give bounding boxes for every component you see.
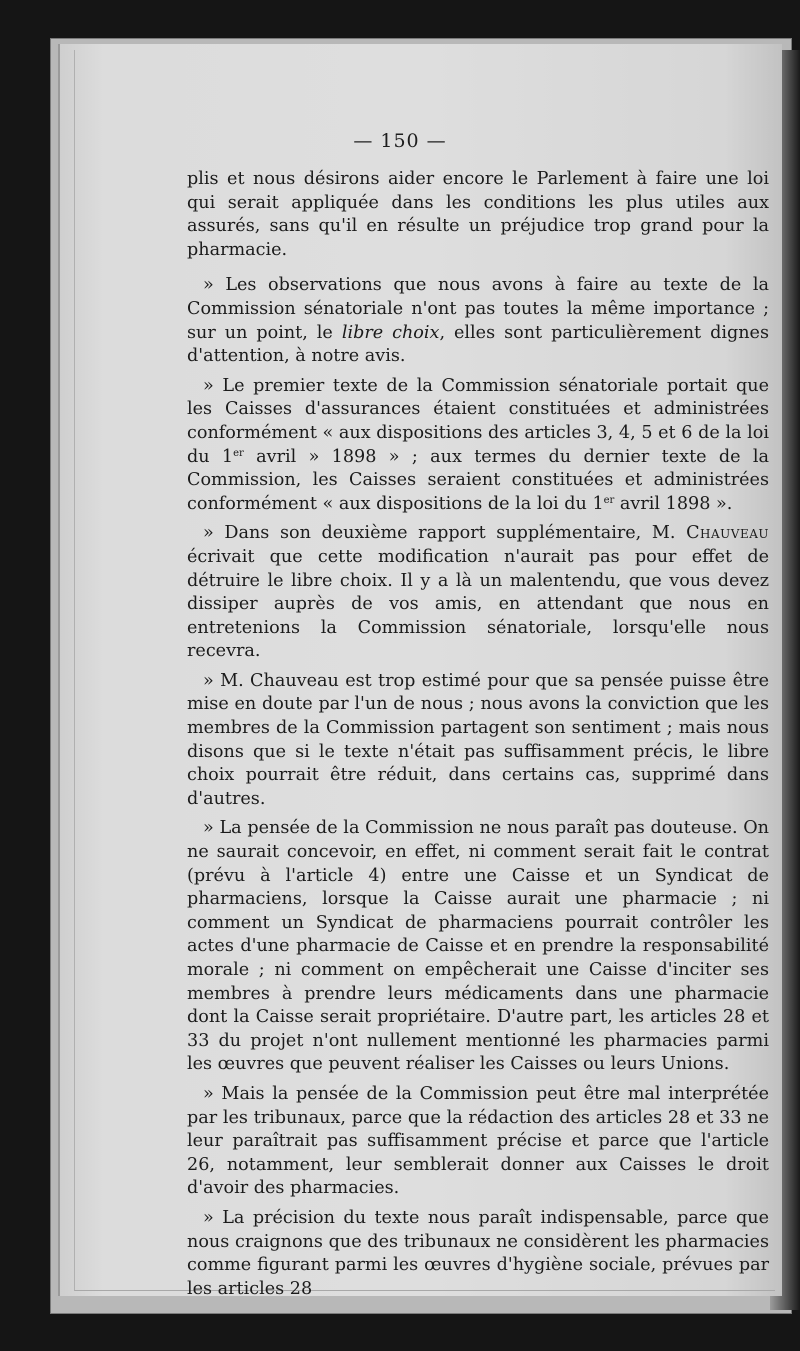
paragraph-7: » Mais la pensée de la Commission peut être mal interprétée par les tribunaux, parce que la rédaction des articles 28 et 33 ne leur paraîtrait pas suffisamment précise et parce que l'article 26, notamment, leur semblerait donner aux Caisses le droit d'avoir des pharmacies. [187, 1083, 769, 1199]
paragraph-3 [187, 375, 769, 517]
paragraph-4-smallcaps-name: Chauveau [686, 523, 769, 544]
paragraph-5: » M. Chauveau est trop estimé pour que sa pensée puisse être mise en doute par l'un de nous ; nous avons la conviction que les membres de la Commission partagent son sentiment ; mais nous disons que si le texte n'était pas suffisamment précis, le libre choix pourrait être réduit, dans certains cas, supprimé dans d'autres. [187, 670, 769, 809]
paragraph-2-italic: libre choix [341, 322, 440, 343]
paragraph-2-text-a: » Les observations que nous avons à faire au texte de la Commission sénatoriale n'ont pas toutes la même importance ; sur un point, le [187, 275, 769, 343]
paragraph-3-text-a: » Le premier texte de la Commission sénatoriale portait que les Caisses d'assurances étaient constituées et administrées conformément « aux dispositions des articles 3, 4, 5 et 6 de la loi du 1 [187, 375, 769, 467]
paragraph-3-text-c: avril 1898 ». [614, 493, 733, 514]
paragraph-2 [187, 274, 769, 368]
superscript-er-2: er [603, 494, 615, 506]
paragraph-8: » La précision du texte nous paraît indispensable, parce que nous craignons que des tribunaux ne considèrent les pharmacies comme figurant parmi les œuvres d'hygiène sociale, prévues par les articles 28 [187, 1207, 769, 1299]
paragraph-1: plis et nous désirons aider encore le Parlement à faire une loi qui serait appliquée dans les conditions les plus utiles aux assurés, sans qu'il en résulte un préjudice trop grand pour la pharmacie. [187, 169, 769, 260]
superscript-er-1: er [233, 447, 244, 459]
page-number: — 150 — [353, 130, 447, 152]
paragraph-4 [187, 522, 769, 664]
paragraph-4-text-b: écrivait que cette modification n'aurait pas pour effet de détruire le libre choix. Il y a là un malentendu, que vous devez dissiper auprès de vos amis, en attendant que nous en entretenions la Commission sénatoriale, lorsqu'elle nous recevra. [187, 546, 769, 662]
paragraph-6: » La pensée de la Commission ne nous paraît pas douteuse. On ne saurait concevoir, en effet, ni comment serait fait le contrat (prévu à l'article 4) entre une Caisse et un Syndicat de pharmaciens, lorsque la Caisse aurait une pharmacie ; ni comment un Syndicat de pharmaciens pourrait contrôler les actes d'une pharmacie de Caisse et en prendre la responsabilité morale ; ni comment on empêcherait une Caisse d'inciter ses membres à prendre leurs médicaments dans une pharmacie dont la Caisse serait propriétaire. D'autre part, les articles 28 et 33 du projet n'ont nullement mentionné les pharmacies parmi les œuvres que peuvent réaliser les Caisses ou leurs Unions. [187, 818, 769, 1075]
paragraph-3-text-b: avril » 1898 » ; aux termes du dernier texte de la Commission, les Caisses seraient constituées et administrées conformément « aux dispositions de la loi du 1 [187, 446, 769, 514]
paragraph-2-text-b: , elles sont particulièrement dignes d'attention, à notre avis. [187, 322, 769, 367]
body-text [187, 168, 769, 1307]
paragraph-4-text-a: » Dans son deuxième rapport supplémentaire, M. [203, 523, 687, 544]
